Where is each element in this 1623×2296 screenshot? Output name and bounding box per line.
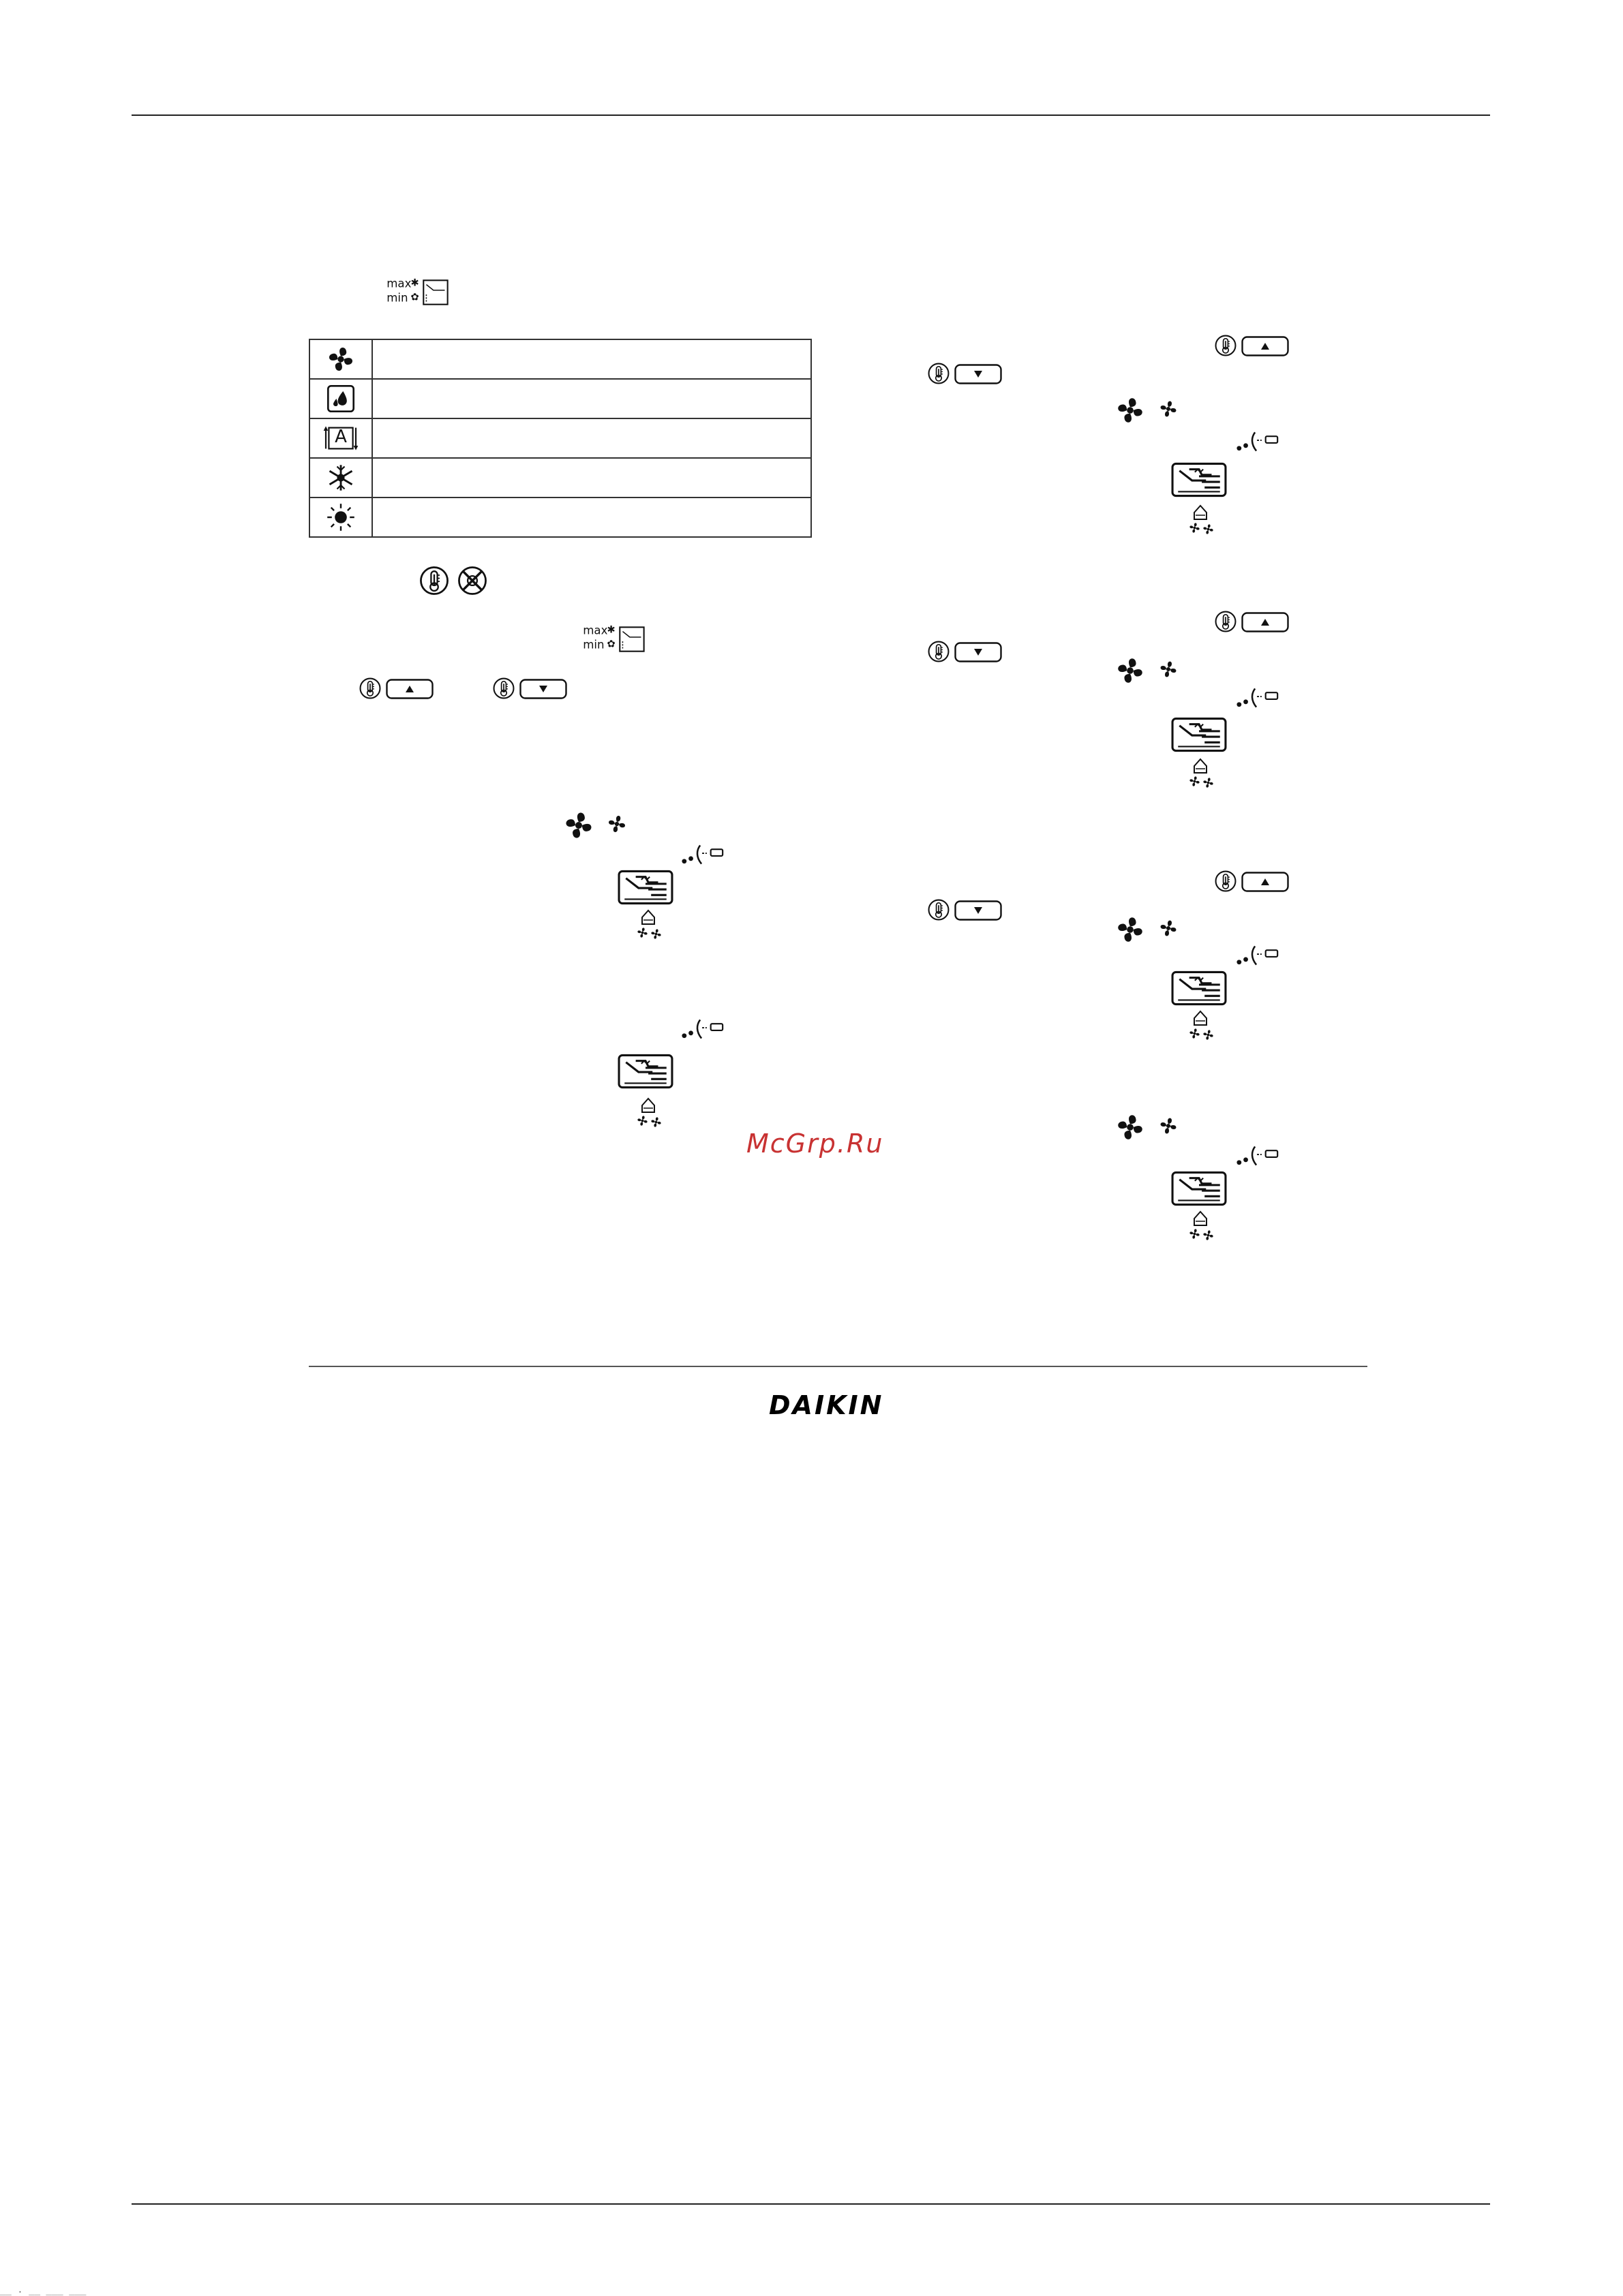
temperature-down-button[interactable] (954, 364, 1002, 384)
fan-high-icon (1114, 654, 1147, 687)
heat-mode-description (372, 498, 811, 537)
table-row (309, 418, 811, 458)
heat-mode-icon (326, 502, 356, 532)
temperature-up-button[interactable] (386, 679, 434, 699)
fan-mode-description (372, 339, 811, 379)
swing-icon (1235, 428, 1281, 455)
fan-low-icon (1155, 915, 1182, 942)
cool-mode-description (372, 458, 811, 498)
table-row (309, 379, 811, 418)
fan-mode-icon (325, 343, 357, 375)
dry-mode-description (372, 379, 811, 418)
thermostat-icon (1214, 870, 1237, 893)
house-fan-icon (631, 1095, 665, 1129)
house-fan-icon (1183, 1007, 1217, 1041)
house-fan-icon (1183, 502, 1217, 536)
fan-low-icon (1155, 656, 1182, 683)
thermostat-icon (419, 565, 450, 596)
fan-high-icon (1114, 394, 1147, 427)
max-min-setting-icon (582, 622, 648, 657)
house-fan-icon (1183, 1208, 1217, 1242)
table-row (309, 458, 811, 498)
footer-rule-inner (309, 1366, 1367, 1367)
house-fan-icon (1183, 755, 1217, 789)
thermostat-icon (927, 362, 950, 385)
temperature-down-button[interactable] (954, 900, 1002, 921)
temperature-down-button[interactable] (954, 642, 1002, 662)
swing-icon (680, 841, 727, 868)
thermostat-icon (359, 677, 382, 700)
fan-high-icon (562, 808, 596, 842)
temperature-up-button[interactable] (1241, 872, 1289, 892)
operation-mode-table (309, 339, 812, 538)
filter-icon (1171, 1171, 1227, 1206)
watermark-text: McGrp.Ru (746, 1129, 884, 1159)
thermostat-icon (492, 677, 515, 700)
filter-icon (1171, 970, 1227, 1006)
fan-high-icon (1114, 1111, 1147, 1144)
thermostat-off-icon (457, 565, 488, 596)
cool-mode-icon (326, 463, 356, 493)
header-rule (132, 114, 1490, 116)
footer-rule (132, 2203, 1490, 2205)
table-row (309, 498, 811, 537)
swing-icon (1235, 684, 1281, 711)
swing-icon (680, 1015, 727, 1043)
daikin-logo: DAIKIN (769, 1390, 884, 1420)
swing-icon (1235, 1142, 1281, 1169)
house-fan-icon (631, 906, 665, 940)
thermostat-icon (927, 640, 950, 663)
temperature-up-button[interactable] (1241, 336, 1289, 356)
filter-icon (1171, 462, 1227, 498)
filter-icon (1171, 717, 1227, 752)
temperature-up-button[interactable] (1241, 612, 1289, 632)
auto-mode-description (372, 418, 811, 458)
thermostat-icon (1214, 610, 1237, 633)
fan-low-icon (1155, 395, 1182, 423)
dry-mode-icon (326, 384, 356, 414)
fan-low-icon (1155, 1112, 1182, 1139)
filter-icon (618, 1054, 673, 1089)
filter-icon (618, 870, 673, 905)
auto-mode-letter: A (335, 427, 347, 447)
thermostat-icon (1214, 334, 1237, 357)
swing-icon (1235, 942, 1281, 969)
max-min-setting-icon (386, 275, 451, 310)
table-row (309, 339, 811, 379)
temperature-down-button[interactable] (519, 679, 567, 699)
fan-low-icon (603, 810, 631, 838)
thermostat-icon (927, 898, 950, 921)
fan-high-icon (1114, 913, 1147, 946)
scan-mark: __ . __ ___ ___ (0, 2284, 87, 2295)
